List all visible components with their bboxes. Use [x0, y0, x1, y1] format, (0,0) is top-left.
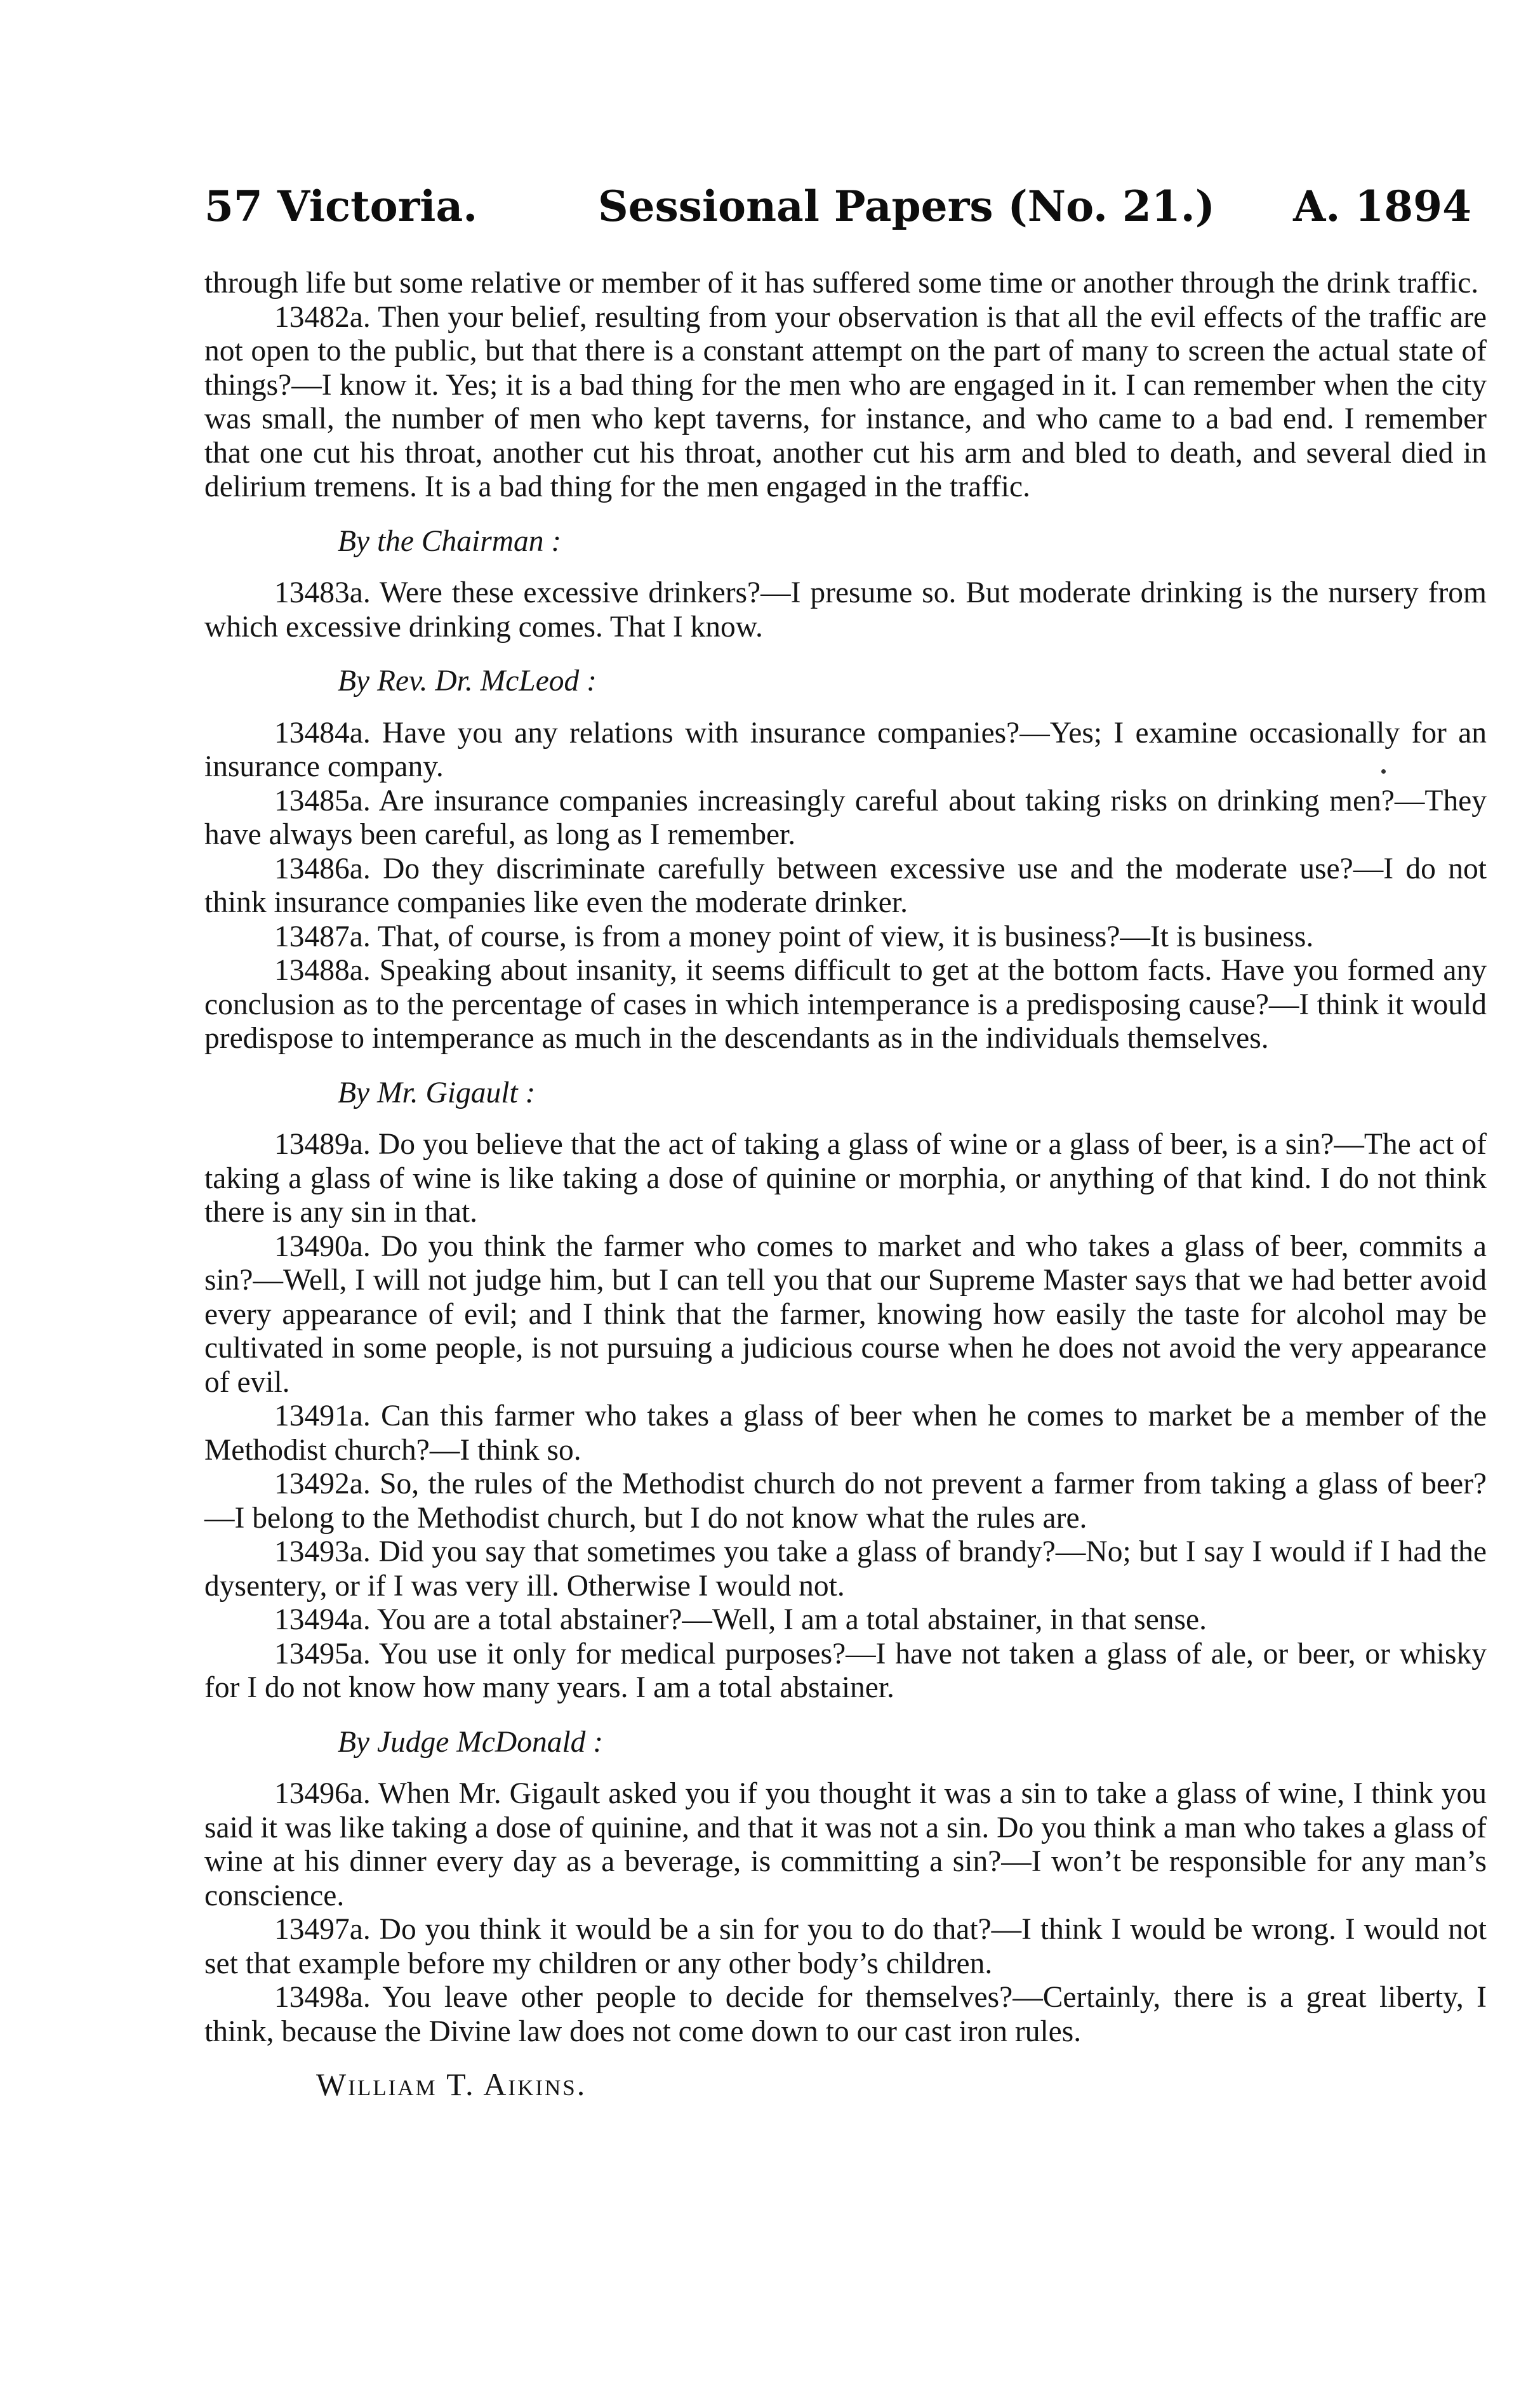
header-title: Sessional Papers (No. 21.): [598, 182, 1215, 231]
question-answer-paragraph: [204, 784, 1487, 852]
question-answer-text: Speaking about insanity, it seems difficult to get at the bottom facts. Have you formed any conclusion as to the percentage of cases in which intemperance is a predisposing cause?—I think it would predispose to intemperance as much in the descendants as in the individuals themselves.: [204, 954, 1487, 1055]
question-answer-paragraph: [204, 1603, 1487, 1637]
question-answer-paragraph: [204, 1913, 1487, 1981]
question-number: 13491a.: [274, 1399, 371, 1432]
question-answer-paragraph: [204, 301, 1487, 505]
question-answer-paragraph: [204, 1399, 1487, 1467]
question-number: 13496a.: [274, 1777, 371, 1810]
question-number: 13494a.: [274, 1603, 371, 1636]
question-answer-paragraph: [204, 920, 1487, 955]
question-number: 13493a.: [274, 1535, 371, 1568]
stray-mark: [1381, 769, 1386, 774]
question-answer-text: Do you believe that the act of taking a glass of wine or a glass of beer, is a sin?—The act of taking a glass of wine is like taking a dose of quinine or morphia, or anything of that kind. I do not think there is any sin in that.: [204, 1128, 1487, 1229]
question-number: 13484a.: [274, 716, 371, 750]
testimony-body: [204, 267, 1487, 2102]
question-number: 13497a.: [274, 1913, 371, 1946]
question-number: 13489a.: [274, 1128, 371, 1161]
question-answer-paragraph: [204, 1467, 1487, 1535]
question-answer-text: You are a total abstainer?—Well, I am a total abstainer, in that sense.: [370, 1603, 1207, 1636]
continued-paragraph: through life but some relative or member of it has suffered some time or another through the drink traffic.: [204, 267, 1479, 300]
question-number: 13498a.: [274, 1981, 371, 2014]
examiner-heading: By the Chairman :: [338, 524, 562, 558]
question-number: 13495a.: [274, 1637, 371, 1670]
question-answer-text: Are insurance companies increasingly careful about taking risks on drinking men?—They have always been careful, as long as I remember.: [204, 784, 1487, 851]
question-answer-text: Do they discriminate carefully between excessive use and the moderate use?—I do not think insurance companies like even the moderate drinker.: [204, 852, 1487, 919]
examiner-heading: By Rev. Dr. McLeod :: [338, 665, 597, 698]
question-answer-paragraph: [204, 852, 1487, 920]
question-answer-paragraph: [204, 1777, 1487, 1913]
question-answer-paragraph: [204, 1230, 1487, 1400]
question-answer-paragraph: [204, 1981, 1487, 2049]
question-answer-paragraph: [204, 576, 1487, 644]
question-answer-text: Did you say that sometimes you take a glass of brandy?—No; but I say I would if I had the dysentery, or if I was very ill. Otherwise I would not.: [204, 1535, 1487, 1603]
header-year: A. 1894: [1293, 182, 1471, 231]
question-answer-text: So, the rules of the Methodist church do not prevent a farmer from taking a glass of beer?—I belong to the Methodist church, but I do not know what the rules are.: [204, 1467, 1487, 1535]
question-answer-paragraph: [204, 1128, 1487, 1230]
question-answer-text: When Mr. Gigault asked you if you thought it was a sin to take a glass of wine, I think you said it was like taking a dose of quinine, and that it was not a sin. Do you think a man who takes a glass of wine at his dinner every day as a beverage, is committing a sin?—I won’t be responsible for any man’s conscience.: [204, 1777, 1487, 1912]
question-answer-text: Then your belief, resulting from your observation is that all the evil effects of the traffic are not open to the public, but that there is a constant attempt on the part of many to screen the actual state of things?—I know it. Yes; it is a bad thing for the men who are engaged in it. I can remember when the city was small, the number of men who kept taverns, for instance, and who came to a bad end. I remember that one cut his throat, another cut his throat, another cut his arm and bled to death, and several died in delirium tremens. It is a bad thing for the men engaged in the traffic.: [204, 300, 1487, 503]
question-number: 13482a.: [274, 300, 371, 334]
question-answer-text: Have you any relations with insurance companies?—Yes; I examine occasionally for an insurance company.: [204, 716, 1487, 783]
witness-signature: William T. Aikins.: [316, 2067, 587, 2102]
question-number: 13490a.: [274, 1229, 371, 1263]
question-answer-paragraph: [204, 1535, 1487, 1603]
examiner-heading: By Judge McDonald :: [338, 1725, 604, 1759]
question-answer-text: You leave other people to decide for themselves?—Certainly, there is a great liberty, I think, because the Divine law does not come down to our cast iron rules.: [204, 1981, 1487, 2048]
question-answer-text: Do you think the farmer who comes to market and who takes a glass of beer, commits a sin?—Well, I will not judge him, but I can tell you that our Supreme Master says that we had better avoid every appearance of evil; and I think that the farmer, knowing how easily the taste for alcohol may be cultivated in some people, is not pursuing a judicious course when he does not avoid the very appearance of evil.: [204, 1229, 1487, 1399]
question-answer-text: Can this farmer who takes a glass of beer when he comes to market be a member of the Methodist church?—I think so.: [204, 1399, 1487, 1467]
question-number: 13485a.: [274, 784, 371, 817]
question-answer-text: You use it only for medical purposes?—I have not taken a glass of ale, or beer, or whisky for I do not know how many years. I am a total abstainer.: [204, 1637, 1487, 1704]
page-header: [204, 182, 1471, 258]
question-number: 13486a.: [274, 852, 371, 885]
question-answer-paragraph: [204, 717, 1487, 784]
question-answer-text: Do you think it would be a sin for you to do that?—I think I would be wrong. I would not set that example before my children or any other body’s children.: [204, 1913, 1487, 1980]
question-answer-paragraph: [204, 954, 1487, 1056]
question-answer-text: That, of course, is from a money point of view, it is business?—It is business.: [370, 920, 1314, 953]
examiner-heading: By Mr. Gigault :: [338, 1076, 536, 1109]
question-answer-text: Were these excessive drinkers?—I presume so. But moderate drinking is the nursery from which excessive drinking comes. That I know.: [204, 576, 1487, 644]
question-number: 13492a.: [274, 1467, 371, 1500]
question-answer-paragraph: [204, 1637, 1487, 1705]
header-volume: 57 Victoria.: [204, 182, 478, 231]
question-number: 13488a.: [274, 954, 371, 987]
question-number: 13487a.: [274, 920, 371, 953]
question-number: 13483a.: [274, 576, 371, 609]
